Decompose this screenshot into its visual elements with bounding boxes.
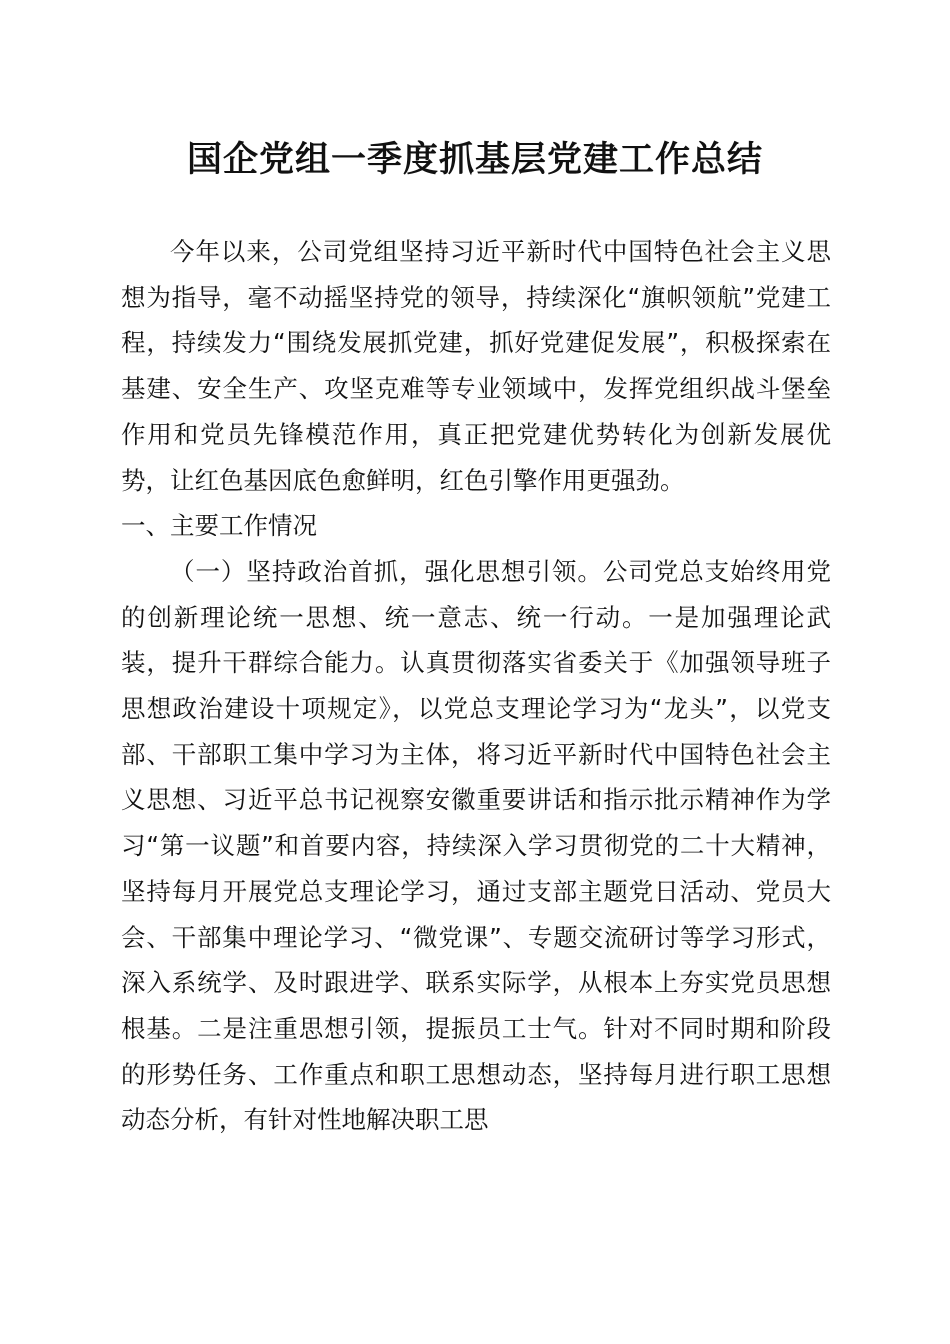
- subsection-paragraph: （一）坚持政治首抓，强化思想引领。公司党总支始终用党的创新理论统一思想、统一意志、统一行动。一是加强理论武装，提升干群综合能力。认真贯彻落实省委关于《加强领导班子思想政治建设十项规定》，以党总支理论学习为“龙头”，以党支部、干部职工集中学习为主体，将习近平新时代中国特色社会主义思想、习近平总书记视察安徽重要讲话和指示批示精神作为学习“第一议题”和首要内容，持续深入学习贯彻党的二十大精神，坚持每月开展党总支理论学习，通过支部主题党日活动、党员大会、干部集中理论学习、“微党课”、专题交流研讨等学习形式，深入系统学、及时跟进学、联系实际学，从根本上夯实党员思想根基。二是注重思想引领，提振员工士气。针对不同时期和阶段的形势任务、工作重点和职工思想动态，坚持每月进行职工思想动态分析，有针对性地解决职工思: [121, 556, 831, 1135]
- document-title: 国企党组一季度抓基层党建工作总结: [186, 139, 763, 180]
- intro-paragraph: 今年以来，公司党组坚持习近平新时代中国特色社会主义思想为指导，毫不动摇坚持党的领导，持续深化“旗帜领航”党建工程，持续发力“围绕发展抓党建，抓好党建促发展”，积极探索在基建、安全生产、攻坚克难等专业领域中，发挥党组织战斗堡垒作用和党员先锋模范作用，真正把党建优势转化为创新发展优势，让红色基因底色愈鲜明，红色引擎作用更强劲。: [121, 237, 831, 495]
- section-heading: 一、主要工作情况: [121, 511, 317, 541]
- document-body: [121, 229, 831, 1143]
